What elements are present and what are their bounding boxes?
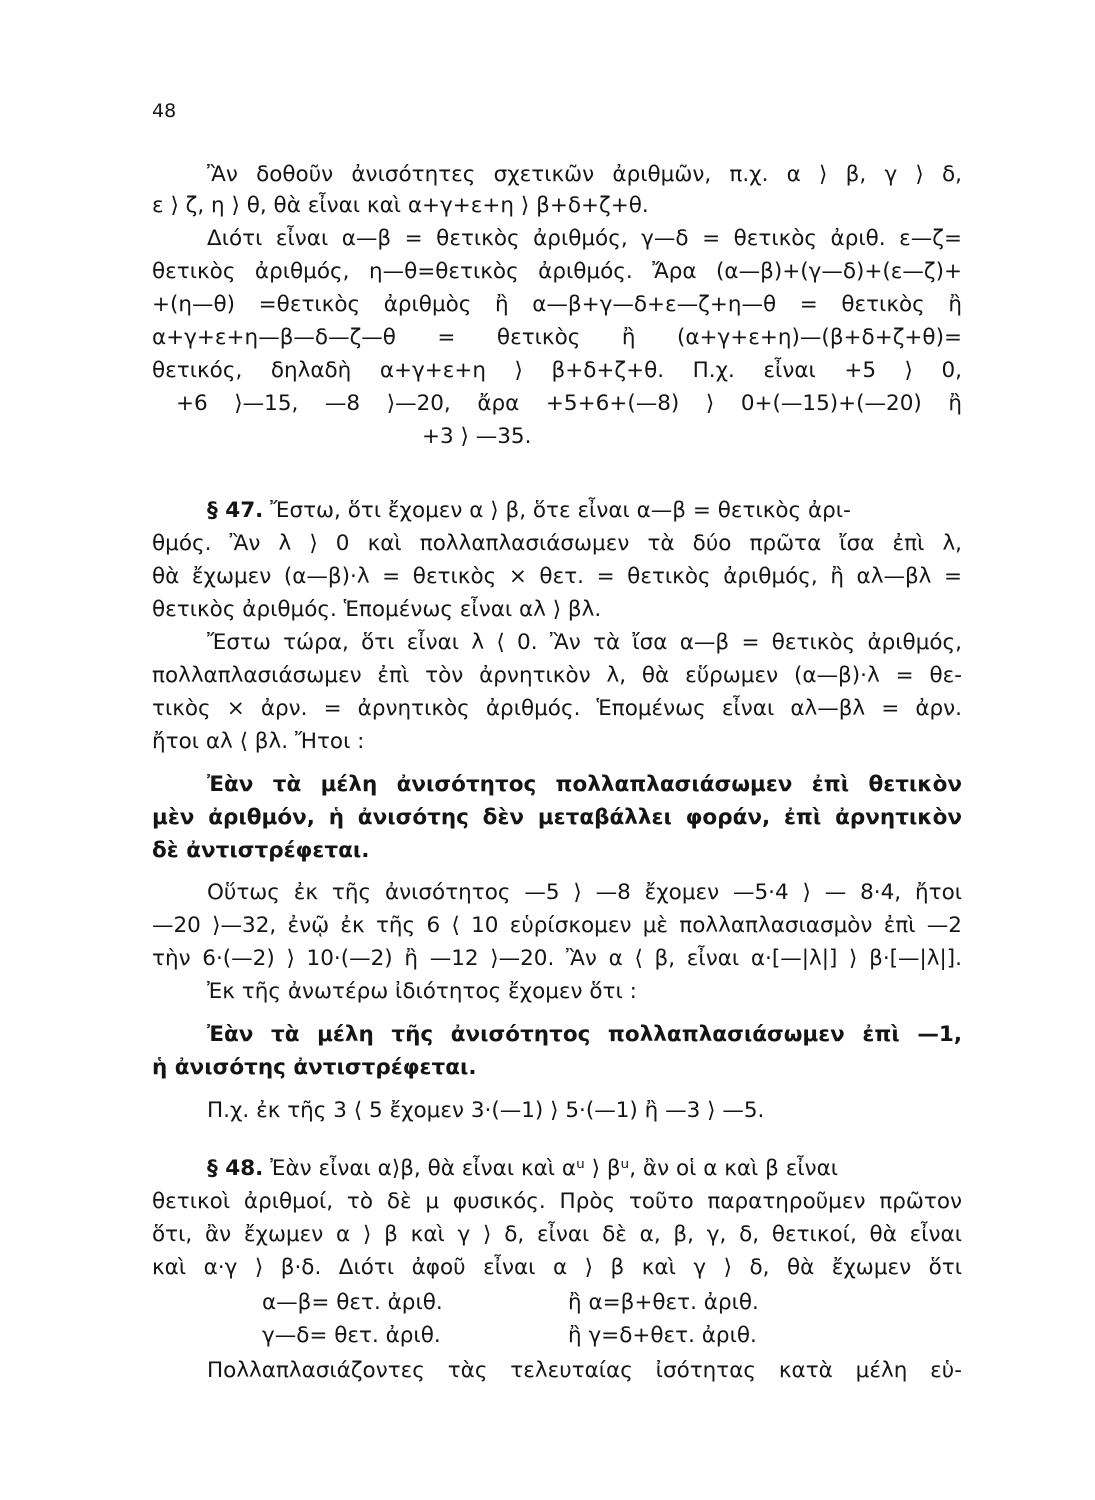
page-number: 48 bbox=[152, 100, 177, 122]
text-line: —20 ⟩—32, ἐνῷ ἐκ τῆς 6 ⟨ 10 εὑρίσκομεν μὲ πολλαπλασιασμὸν ἐπὶ —2 bbox=[152, 913, 962, 938]
text-line: θετικός, δηλαδὴ α+γ+ε+η ⟩ β+δ+ζ+θ. Π.χ. εἶναι +5 ⟩ 0, bbox=[152, 358, 962, 383]
text-line: θὰ ἔχωμεν (α—β)·λ = θετικὸς × θετ. = θετικὸς ἀριθμός, ἢ αλ—βλ = bbox=[152, 564, 962, 589]
text-line: Οὕτως ἐκ τῆς ἀνισότητος —5 ⟩ —8 ἔχομεν —5·4 ⟩ — 8·4, ἤτοι bbox=[207, 880, 962, 905]
section-number: § 47. bbox=[207, 498, 264, 523]
equation-left: α—β= θετ. ἀριθ. bbox=[262, 1290, 443, 1315]
rule-text-line: ἡ ἀνισότης ἀντιστρέφεται. bbox=[152, 1055, 477, 1080]
rule-text-line: δὲ ἀντιστρέφεται. bbox=[152, 838, 370, 863]
text-line: ε ⟩ ζ, η ⟩ θ, θὰ εἶναι καὶ α+γ+ε+η ⟩ β+δ+ζ+θ. bbox=[152, 193, 649, 218]
text-line: τικὸς × ἀρν. = ἀρνητικὸς ἀριθμός. Ἑπομένως εἶναι αλ—βλ = ἀρν. bbox=[152, 696, 962, 721]
equation-right: ἢ γ=δ+θετ. ἀριθ. bbox=[568, 1323, 757, 1348]
text-line: θετικὸς ἀριθμός, η—θ=θετικὸς ἀριθμός. Ἄρα (α—β)+(γ—δ)+(ε—ζ)+ bbox=[152, 259, 962, 284]
text-line: +3 ⟩ —35. bbox=[422, 424, 532, 449]
section-number: § 48. bbox=[207, 1156, 264, 1181]
section-48-first-line bbox=[207, 1154, 962, 1184]
rule-text-line: μὲν ἀριθμόν, ἡ ἀνισότης δὲν μεταβάλλει φοράν, ἐπὶ ἀρνητικὸν bbox=[152, 805, 962, 830]
text-span: Ἐὰν εἶναι α⟩β, θὰ εἶναι καὶ αᵘ ⟩ βᵘ, ἂν οἱ α καὶ β εἶναι bbox=[263, 1156, 839, 1181]
equation-right: ἢ α=β+θετ. ἀριθ. bbox=[568, 1290, 759, 1315]
text-line: τὴν 6·(—2) ⟩ 10·(—2) ἢ —12 ⟩—20. Ἂν α ⟨ β, εἶναι α·[—|λ|] ⟩ β·[—|λ|]. bbox=[152, 946, 962, 971]
text-line: +(η—θ) =θετικὸς ἀριθμὸς ἢ α—β+γ—δ+ε—ζ+η—θ = θετικὸς ἢ bbox=[152, 292, 962, 317]
text-line: πολλαπλασιάσωμεν ἐπὶ τὸν ἀρνητικὸν λ, θὰ εὕρωμεν (α—β)·λ = θε- bbox=[152, 663, 962, 688]
equation-left: γ—δ= θετ. ἀριθ. bbox=[262, 1323, 441, 1348]
text-line: Ἂν δοθοῦν ἀνισότητες σχετικῶν ἀριθμῶν, π.χ. α ⟩ β, γ ⟩ δ, bbox=[207, 162, 962, 187]
text-line: θετικοὶ ἀριθμοί, τὸ δὲ μ φυσικός. Πρὸς τοῦτο παρατηροῦμεν πρῶτον bbox=[152, 1189, 962, 1214]
text-line: ὅτι, ἂν ἔχωμεν α ⟩ β καὶ γ ⟩ δ, εἶναι δὲ α, β, γ, δ, θετικοί, θὰ εἶναι bbox=[152, 1222, 962, 1247]
text-line: Ἔστω τώρα, ὅτι εἶναι λ ⟨ 0. Ἂν τὰ ἴσα α—β = θετικὸς ἀριθμός, bbox=[207, 630, 962, 655]
text-line: Πολλαπλασιάζοντες τὰς τελευταίας ἰσότητας κατὰ μέλη εὑ- bbox=[207, 1358, 962, 1383]
rule-text-line: Ἐὰν τὰ μέλη ἀνισότητος πολλαπλασιάσωμεν ἐπὶ θετικὸν bbox=[207, 772, 962, 797]
text-line: +6 ⟩—15, —8 ⟩—20, ἄρα +5+6+(—8) ⟩ 0+(—15)+(—20) ἢ bbox=[176, 391, 962, 416]
text-line: Διότι εἶναι α—β = θετικὸς ἀριθμός, γ—δ = θετικὸς ἀριθ. ε—ζ= bbox=[207, 226, 962, 251]
rule-text-line: Ἐὰν τὰ μέλη τῆς ἀνισότητος πολλαπλασιάσωμεν ἐπὶ —1, bbox=[207, 1022, 962, 1047]
text-line: ἤτοι αλ ⟨ βλ. Ἤτοι : bbox=[152, 729, 365, 754]
text-span: Ἔστω, ὅτι ἔχομεν α ⟩ β, ὅτε εἶναι α—β = θετικὸς ἀρι- bbox=[263, 498, 851, 523]
text-line: Ἐκ τῆς ἀνωτέρω ἰδιότητος ἔχομεν ὅτι : bbox=[207, 979, 637, 1004]
text-line: καὶ α·γ ⟩ β·δ. Διότι ἀφοῦ εἶναι α ⟩ β καὶ γ ⟩ δ, θὰ ἔχωμεν ὅτι bbox=[152, 1255, 962, 1280]
text-line: θμός. Ἂν λ ⟩ 0 καὶ πολλαπλασιάσωμεν τὰ δύο πρῶτα ἴσα ἐπὶ λ, bbox=[152, 531, 962, 556]
text-line: α+γ+ε+η—β—δ—ζ—θ = θετικὸς ἢ (α+γ+ε+η)—(β+δ+ζ+θ)= bbox=[152, 325, 962, 350]
text-line: θετικὸς ἀριθμός. Ἑπομένως εἶναι αλ ⟩ βλ. bbox=[152, 597, 602, 622]
text-line: Π.χ. ἐκ τῆς 3 ⟨ 5 ἔχομεν 3·(—1) ⟩ 5·(—1) ἢ —3 ⟩ —5. bbox=[207, 1098, 765, 1123]
section-47-first-line bbox=[207, 496, 962, 526]
